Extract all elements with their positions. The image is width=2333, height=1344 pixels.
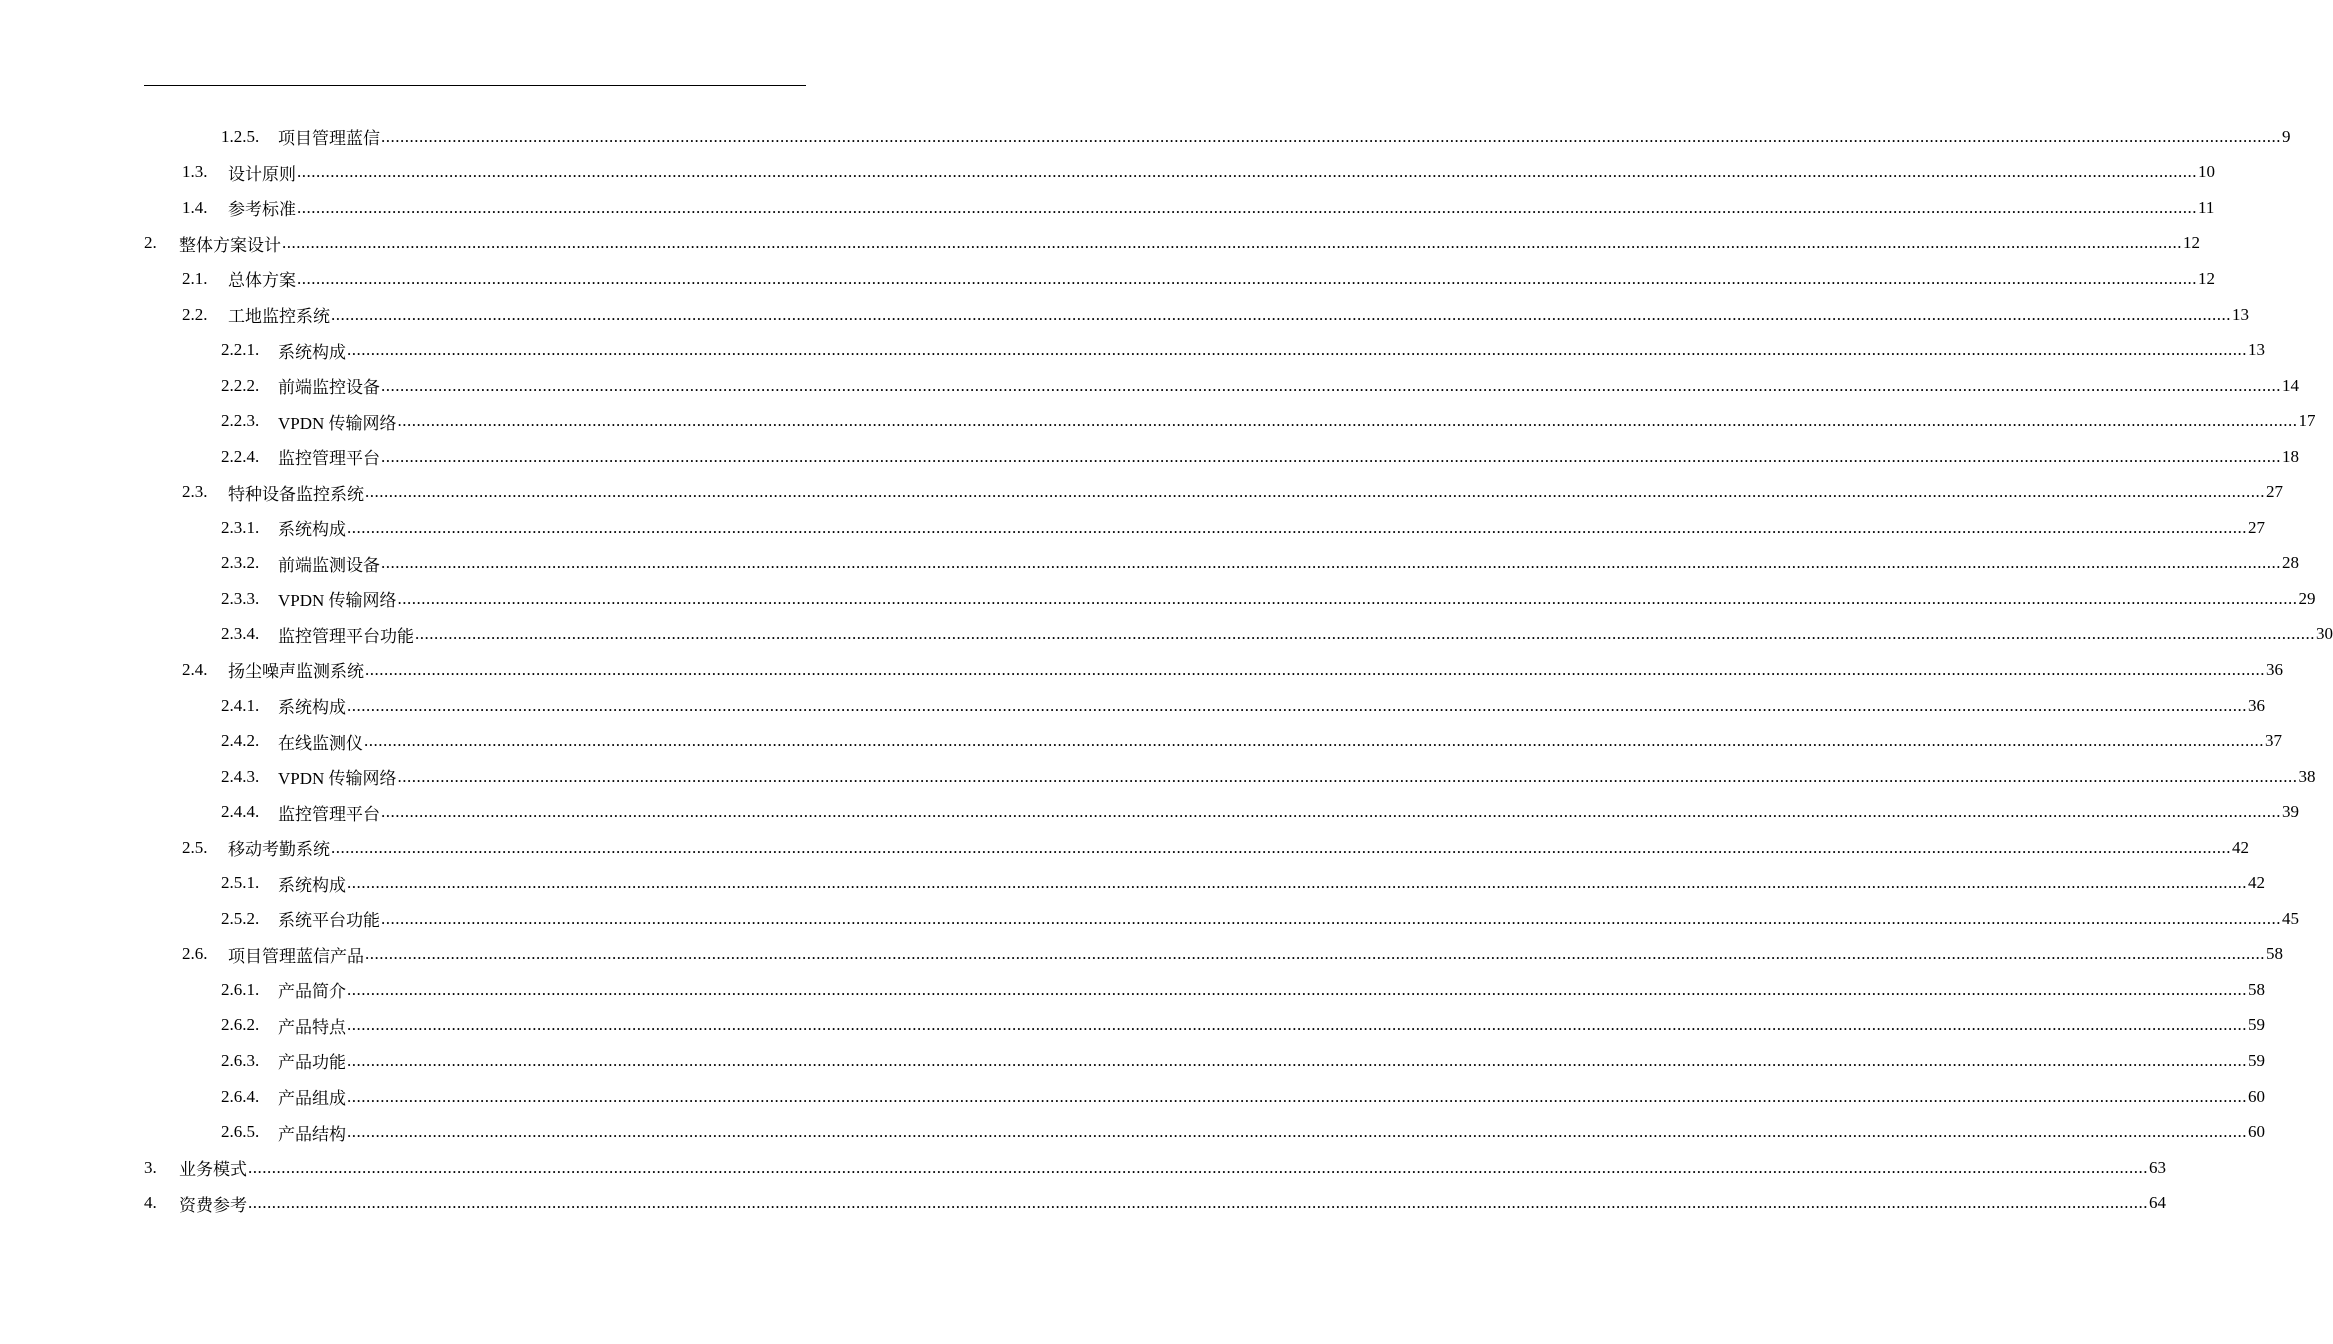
- toc-entry-page-number: 59: [2248, 1050, 2265, 1070]
- toc-entry[interactable]: [0, 474, 2283, 510]
- toc-entry-title: 前端监控设备: [278, 378, 380, 398]
- toc-entry-page-number: 60: [2248, 1086, 2265, 1106]
- toc-entry-title: 设计原则: [228, 164, 296, 184]
- toc-entry-page-number: 39: [2282, 802, 2299, 822]
- toc-entry[interactable]: [0, 723, 2282, 759]
- toc-entry-number: 2.6.: [182, 944, 208, 964]
- toc-entry[interactable]: [0, 439, 2299, 475]
- toc-entry-page-number: 59: [2248, 1015, 2265, 1035]
- toc-entry[interactable]: [0, 581, 2316, 617]
- toc-entry-title: 系统构成: [278, 698, 346, 718]
- toc-entry-page-number: 10: [2198, 162, 2215, 182]
- toc-entry-title: 系统平台功能: [278, 911, 380, 931]
- toc-dot-leader: ................................................................................................................................................................................................................................................................................................................................................................................................................: [347, 340, 2247, 360]
- toc-entry-title: 监控管理平台功能: [278, 626, 414, 646]
- toc-entry-page-number: 30: [2316, 624, 2333, 644]
- toc-dot-leader: ................................................................................................................................................................................................................................................................................................................................................................................................................: [347, 695, 2247, 715]
- toc-entry-title: 产品结构: [278, 1124, 346, 1144]
- toc-entry[interactable]: [0, 617, 2333, 653]
- toc-entry[interactable]: [0, 226, 2200, 262]
- toc-entry-page-number: 13: [2248, 340, 2265, 360]
- toc-dot-leader: ................................................................................................................................................................................................................................................................................................................................................................................................................: [397, 766, 2298, 786]
- toc-entry-number: 2.6.4.: [221, 1086, 260, 1106]
- toc-entry[interactable]: [0, 546, 2299, 582]
- toc-entry[interactable]: [0, 155, 2215, 191]
- toc-entry-number: 2.2.: [182, 304, 208, 324]
- toc-entry-page-number: 18: [2282, 446, 2299, 466]
- toc-entry[interactable]: [0, 1114, 2265, 1150]
- toc-entry[interactable]: [0, 1079, 2265, 1115]
- toc-entry[interactable]: [0, 1043, 2265, 1079]
- toc-entry-number: 1.2.5.: [221, 126, 260, 146]
- toc-dot-leader: ................................................................................................................................................................................................................................................................................................................................................................................................................: [347, 1122, 2247, 1142]
- toc-entry-number: 2.6.5.: [221, 1122, 260, 1142]
- toc-dot-leader: ................................................................................................................................................................................................................................................................................................................................................................................................................: [347, 979, 2247, 999]
- toc-entry[interactable]: [0, 403, 2316, 439]
- toc-entry-title: 前端监测设备: [278, 555, 380, 575]
- toc-entry-title: 系统构成: [278, 342, 346, 362]
- toc-entry-title: 在线监测仪: [278, 733, 363, 753]
- toc-entry-title: 项目管理蓝信产品: [228, 946, 364, 966]
- toc-dot-leader: ................................................................................................................................................................................................................................................................................................................................................................................................................: [415, 624, 2315, 644]
- toc-entry-page-number: 45: [2282, 908, 2299, 928]
- toc-dot-leader: ................................................................................................................................................................................................................................................................................................................................................................................................................: [248, 1193, 2148, 1213]
- toc-entry-number: 2.4.4.: [221, 802, 260, 822]
- toc-entry-title: 项目管理蓝信: [278, 129, 380, 149]
- toc-entry-title: 特种设备监控系统: [228, 484, 364, 504]
- toc-entry[interactable]: [0, 830, 2249, 866]
- toc-entry-number: 2.6.2.: [221, 1015, 260, 1035]
- toc-entry-number: 2.1.: [182, 268, 208, 288]
- toc-dot-leader: ................................................................................................................................................................................................................................................................................................................................................................................................................: [365, 944, 2265, 964]
- toc-entry-title: 系统构成: [278, 520, 346, 540]
- toc-entry-number: 2.6.1.: [221, 979, 260, 999]
- toc-entry-number: 2.3.3.: [221, 588, 260, 608]
- toc-dot-leader: ................................................................................................................................................................................................................................................................................................................................................................................................................: [248, 1157, 2148, 1177]
- toc-entry-number: 2.2.3.: [221, 411, 260, 431]
- toc-dot-leader: ................................................................................................................................................................................................................................................................................................................................................................................................................: [381, 375, 2281, 395]
- toc-entry-title: 产品功能: [278, 1053, 346, 1073]
- toc-entry-page-number: 37: [2265, 731, 2282, 751]
- toc-dot-leader: ................................................................................................................................................................................................................................................................................................................................................................................................................: [381, 553, 2281, 573]
- toc-dot-leader: ................................................................................................................................................................................................................................................................................................................................................................................................................: [347, 1086, 2247, 1106]
- toc-entry-page-number: 14: [2282, 375, 2299, 395]
- toc-dot-leader: ................................................................................................................................................................................................................................................................................................................................................................................................................: [347, 873, 2247, 893]
- table-of-contents: [0, 119, 2333, 1221]
- toc-entry-title: 资费参考: [179, 1195, 247, 1215]
- toc-dot-leader: ................................................................................................................................................................................................................................................................................................................................................................................................................: [364, 731, 2264, 751]
- toc-dot-leader: ................................................................................................................................................................................................................................................................................................................................................................................................................: [297, 162, 2197, 182]
- toc-entry-number: 2.4.3.: [221, 766, 260, 786]
- toc-entry[interactable]: [0, 297, 2249, 333]
- toc-entry[interactable]: [0, 261, 2215, 297]
- toc-entry-number: 2.2.2.: [221, 375, 260, 395]
- toc-entry-page-number: 27: [2266, 482, 2283, 502]
- toc-entry-number: 2.3.1.: [221, 517, 260, 537]
- toc-entry-page-number: 12: [2198, 268, 2215, 288]
- toc-dot-leader: ................................................................................................................................................................................................................................................................................................................................................................................................................: [397, 411, 2298, 431]
- toc-dot-leader: ................................................................................................................................................................................................................................................................................................................................................................................................................: [282, 233, 2182, 253]
- toc-entry[interactable]: [0, 865, 2265, 901]
- toc-entry-page-number: 64: [2149, 1193, 2166, 1213]
- toc-entry-number: 2.2.1.: [221, 340, 260, 360]
- toc-entry[interactable]: [0, 510, 2265, 546]
- toc-entry-title: 总体方案: [228, 271, 296, 291]
- toc-entry-number: 2.4.1.: [221, 695, 260, 715]
- toc-dot-leader: ................................................................................................................................................................................................................................................................................................................................................................................................................: [381, 802, 2281, 822]
- toc-entry[interactable]: [0, 972, 2265, 1008]
- toc-entry-page-number: 60: [2248, 1122, 2265, 1142]
- toc-entry-title: 监控管理平台: [278, 449, 380, 469]
- toc-entry-title: 整体方案设计: [179, 235, 281, 255]
- toc-entry-title: 工地监控系统: [228, 307, 330, 326]
- toc-entry-title: 系统构成: [278, 875, 346, 895]
- toc-entry-page-number: 17: [2298, 411, 2316, 431]
- toc-entry-number: 2.5.1.: [221, 873, 260, 893]
- toc-entry-title: 监控管理平台: [278, 804, 380, 824]
- toc-entry-title: 移动考勤系统: [228, 840, 330, 860]
- toc-entry-page-number: 27: [2248, 517, 2265, 537]
- toc-dot-leader: ................................................................................................................................................................................................................................................................................................................................................................................................................: [381, 908, 2281, 928]
- toc-entry[interactable]: [0, 368, 2299, 404]
- toc-entry-page-number: 11: [2198, 197, 2215, 217]
- toc-dot-leader: ................................................................................................................................................................................................................................................................................................................................................................................................................: [347, 1050, 2247, 1070]
- toc-entry-number: 2.4.2.: [221, 731, 260, 751]
- toc-entry-page-number: 58: [2266, 944, 2283, 964]
- toc-dot-leader: ................................................................................................................................................................................................................................................................................................................................................................................................................: [381, 446, 2281, 466]
- toc-dot-leader: ................................................................................................................................................................................................................................................................................................................................................................................................................: [297, 197, 2197, 217]
- toc-entry-page-number: 58: [2248, 979, 2265, 999]
- toc-entry-number: 4.: [144, 1193, 157, 1213]
- toc-dot-leader: ................................................................................................................................................................................................................................................................................................................................................................................................................: [397, 588, 2298, 608]
- toc-entry-page-number: 38: [2298, 766, 2316, 786]
- header-rule: [144, 85, 806, 86]
- toc-dot-leader: ................................................................................................................................................................................................................................................................................................................................................................................................................: [347, 517, 2247, 537]
- toc-entry[interactable]: [0, 652, 2283, 688]
- toc-entry-number: 2.3.2.: [221, 553, 260, 573]
- toc-entry[interactable]: [0, 937, 2283, 973]
- toc-entry-title: 参考标准: [228, 200, 296, 220]
- toc-entry-title: VPDN 传输网络: [278, 413, 397, 433]
- toc-entry-number: 1.4.: [182, 197, 208, 217]
- toc-dot-leader: ................................................................................................................................................................................................................................................................................................................................................................................................................: [331, 304, 2231, 324]
- toc-entry-page-number: 36: [2266, 659, 2283, 679]
- toc-entry-number: 2.5.2.: [221, 908, 260, 928]
- toc-dot-leader: ................................................................................................................................................................................................................................................................................................................................................................................................................: [347, 1015, 2247, 1035]
- toc-dot-leader: ................................................................................................................................................................................................................................................................................................................................................................................................................: [365, 659, 2265, 679]
- toc-entry-number: 2.5.: [182, 837, 208, 857]
- toc-entry-page-number: 13: [2232, 304, 2249, 324]
- toc-entry-title: 产品简介: [278, 982, 346, 1002]
- toc-entry-number: 2.6.3.: [221, 1050, 260, 1070]
- toc-entry-title: 扬尘噪声监测系统: [228, 662, 364, 682]
- toc-entry-page-number: 36: [2248, 695, 2265, 715]
- toc-entry-number: 2.3.4.: [221, 624, 260, 644]
- toc-entry-number: 2.: [144, 233, 157, 253]
- toc-entry-page-number: 63: [2149, 1157, 2166, 1177]
- toc-entry-title: 业务模式: [179, 1160, 247, 1180]
- toc-entry-page-number: 28: [2282, 553, 2299, 573]
- toc-dot-leader: ................................................................................................................................................................................................................................................................................................................................................................................................................: [297, 268, 2197, 288]
- toc-entry-title: 产品组成: [278, 1089, 346, 1109]
- toc-entry-title: VPDN 传输网络: [278, 769, 397, 789]
- toc-entry[interactable]: [0, 794, 2299, 830]
- toc-entry[interactable]: [0, 190, 2215, 226]
- toc-entry-number: 3.: [144, 1157, 157, 1177]
- toc-entry[interactable]: [0, 1185, 2166, 1221]
- toc-entry-page-number: 42: [2248, 873, 2265, 893]
- toc-entry-number: 2.4.: [182, 659, 208, 679]
- toc-dot-leader: ................................................................................................................................................................................................................................................................................................................................................................................................................: [331, 837, 2231, 857]
- toc-entry-page-number: 42: [2232, 837, 2249, 857]
- toc-entry-page-number: 12: [2183, 233, 2200, 253]
- toc-entry[interactable]: [0, 119, 2291, 155]
- toc-entry[interactable]: [0, 901, 2299, 937]
- toc-entry-number: 2.2.4.: [221, 446, 260, 466]
- toc-entry-page-number: 29: [2298, 588, 2316, 608]
- toc-entry-title: 产品特点: [278, 1017, 346, 1037]
- toc-entry-page-number: 9: [2282, 126, 2291, 146]
- toc-entry-number: 2.3.: [182, 482, 208, 502]
- toc-entry[interactable]: [0, 688, 2265, 724]
- toc-entry[interactable]: [0, 759, 2316, 795]
- toc-entry-title: VPDN 传输网络: [278, 591, 397, 611]
- toc-entry[interactable]: [0, 332, 2265, 368]
- toc-entry[interactable]: [0, 1008, 2265, 1044]
- toc-entry[interactable]: [0, 1150, 2166, 1186]
- toc-entry-number: 1.3.: [182, 162, 208, 182]
- toc-dot-leader: ................................................................................................................................................................................................................................................................................................................................................................................................................: [365, 482, 2265, 502]
- toc-dot-leader: ................................................................................................................................................................................................................................................................................................................................................................................................................: [381, 126, 2281, 146]
